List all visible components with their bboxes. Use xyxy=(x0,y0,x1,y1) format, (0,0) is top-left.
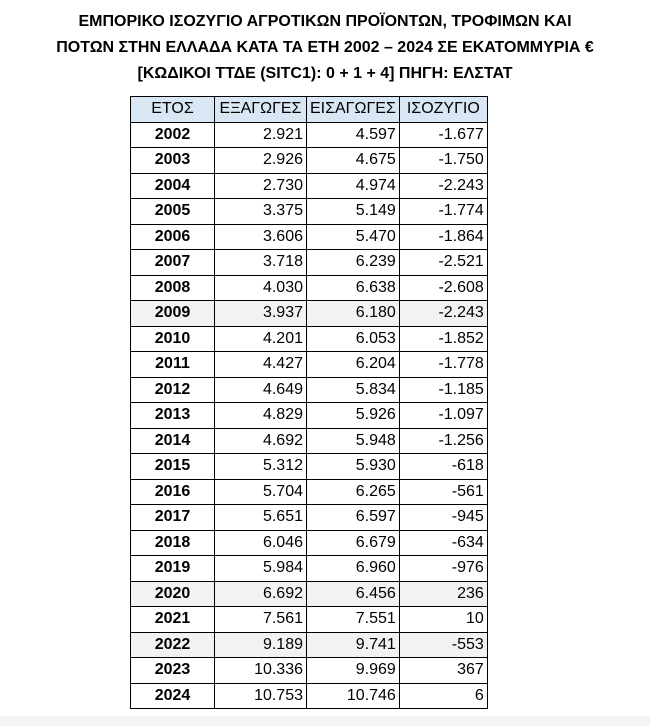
bottom-scroll-strip xyxy=(0,716,650,726)
imports-cell: 6.239 xyxy=(307,250,400,276)
imports-cell: 5.948 xyxy=(307,428,400,454)
imports-cell: 9.969 xyxy=(307,658,400,684)
balance-cell: -1.256 xyxy=(399,428,487,454)
exports-cell: 2.730 xyxy=(215,173,307,199)
exports-cell: 5.312 xyxy=(215,454,307,480)
table-row xyxy=(131,250,488,276)
exports-cell: 5.984 xyxy=(215,556,307,582)
imports-cell: 5.930 xyxy=(307,454,400,480)
balance-cell: 367 xyxy=(399,658,487,684)
year-cell: 2012 xyxy=(131,377,215,403)
balance-cell: -2.608 xyxy=(399,275,487,301)
balance-cell: -1.677 xyxy=(399,122,487,148)
table-row xyxy=(131,530,488,556)
exports-cell: 3.375 xyxy=(215,199,307,225)
imports-cell: 5.926 xyxy=(307,403,400,429)
year-cell: 2009 xyxy=(131,301,215,327)
exports-cell: 5.704 xyxy=(215,479,307,505)
imports-cell: 6.597 xyxy=(307,505,400,531)
year-cell: 2016 xyxy=(131,479,215,505)
exports-cell: 7.561 xyxy=(215,607,307,633)
table-row xyxy=(131,403,488,429)
table-row xyxy=(131,173,488,199)
year-cell: 2002 xyxy=(131,122,215,148)
balance-cell: -553 xyxy=(399,632,487,658)
exports-cell: 9.189 xyxy=(215,632,307,658)
balance-cell: 6 xyxy=(399,683,487,709)
balance-cell: 10 xyxy=(399,607,487,633)
table-row xyxy=(131,683,488,709)
table-row xyxy=(131,377,488,403)
table-row xyxy=(131,556,488,582)
imports-cell: 6.679 xyxy=(307,530,400,556)
title-line-2: ΠΟΤΩΝ ΣΤΗΝ ΕΛΛΑΔΑ ΚΑΤΑ ΤΑ ΕΤΗ 2002 – 2024 ΣΕ ΕΚΑΤΟΜΜΥΡΙΑ € xyxy=(56,39,594,56)
imports-cell: 6.456 xyxy=(307,581,400,607)
exports-cell: 6.692 xyxy=(215,581,307,607)
exports-cell: 3.937 xyxy=(215,301,307,327)
balance-cell: -1.774 xyxy=(399,199,487,225)
title-line-1: ΕΜΠΟΡΙΚΟ ΙΣΟΖΥΓΙΟ ΑΓΡΟΤΙΚΩΝ ΠΡΟΪΟΝΤΩΝ, ΤΡΟΦΙΜΩΝ ΚΑΙ xyxy=(78,13,572,30)
imports-cell: 7.551 xyxy=(307,607,400,633)
exports-cell: 3.606 xyxy=(215,224,307,250)
year-cell: 2006 xyxy=(131,224,215,250)
exports-cell: 4.427 xyxy=(215,352,307,378)
balance-cell: -2.243 xyxy=(399,301,487,327)
header-exports: ΕΞΑΓΩΓΕΣ xyxy=(215,97,307,123)
exports-cell: 10.753 xyxy=(215,683,307,709)
table-row xyxy=(131,479,488,505)
year-cell: 2008 xyxy=(131,275,215,301)
trade-balance-table xyxy=(130,96,488,709)
exports-cell: 4.649 xyxy=(215,377,307,403)
balance-cell: -2.243 xyxy=(399,173,487,199)
exports-cell: 2.926 xyxy=(215,148,307,174)
balance-cell: -945 xyxy=(399,505,487,531)
table-row xyxy=(131,122,488,148)
imports-cell: 6.265 xyxy=(307,479,400,505)
year-cell: 2003 xyxy=(131,148,215,174)
table-row xyxy=(131,199,488,225)
exports-cell: 5.651 xyxy=(215,505,307,531)
imports-cell: 6.053 xyxy=(307,326,400,352)
year-cell: 2004 xyxy=(131,173,215,199)
year-cell: 2024 xyxy=(131,683,215,709)
table-row xyxy=(131,428,488,454)
year-cell: 2020 xyxy=(131,581,215,607)
header-row xyxy=(131,97,488,123)
document-title xyxy=(0,9,650,87)
table-row xyxy=(131,607,488,633)
table-row xyxy=(131,148,488,174)
exports-cell: 2.921 xyxy=(215,122,307,148)
imports-cell: 6.638 xyxy=(307,275,400,301)
balance-cell: -1.778 xyxy=(399,352,487,378)
exports-cell: 6.046 xyxy=(215,530,307,556)
balance-cell: -2.521 xyxy=(399,250,487,276)
exports-cell: 3.718 xyxy=(215,250,307,276)
exports-cell: 4.829 xyxy=(215,403,307,429)
imports-cell: 5.470 xyxy=(307,224,400,250)
balance-cell: -1.185 xyxy=(399,377,487,403)
table-header xyxy=(131,97,488,123)
year-cell: 2014 xyxy=(131,428,215,454)
balance-cell: -561 xyxy=(399,479,487,505)
exports-cell: 4.692 xyxy=(215,428,307,454)
imports-cell: 6.960 xyxy=(307,556,400,582)
table-row xyxy=(131,301,488,327)
balance-cell: -1.852 xyxy=(399,326,487,352)
year-cell: 2019 xyxy=(131,556,215,582)
table-row xyxy=(131,658,488,684)
balance-cell: 236 xyxy=(399,581,487,607)
header-year: ΕΤΟΣ xyxy=(131,97,215,123)
exports-cell: 4.201 xyxy=(215,326,307,352)
header-imports: ΕΙΣΑΓΩΓΕΣ xyxy=(307,97,400,123)
table-row xyxy=(131,326,488,352)
exports-cell: 10.336 xyxy=(215,658,307,684)
year-cell: 2013 xyxy=(131,403,215,429)
year-cell: 2005 xyxy=(131,199,215,225)
imports-cell: 5.834 xyxy=(307,377,400,403)
imports-cell: 4.974 xyxy=(307,173,400,199)
imports-cell: 4.597 xyxy=(307,122,400,148)
header-balance: ΙΣΟΖΥΓΙΟ xyxy=(399,97,487,123)
year-cell: 2022 xyxy=(131,632,215,658)
year-cell: 2018 xyxy=(131,530,215,556)
imports-cell: 10.746 xyxy=(307,683,400,709)
balance-cell: -1.864 xyxy=(399,224,487,250)
table-row xyxy=(131,581,488,607)
balance-cell: -634 xyxy=(399,530,487,556)
exports-cell: 4.030 xyxy=(215,275,307,301)
table-row xyxy=(131,454,488,480)
imports-cell: 4.675 xyxy=(307,148,400,174)
imports-cell: 5.149 xyxy=(307,199,400,225)
year-cell: 2007 xyxy=(131,250,215,276)
balance-cell: -1.097 xyxy=(399,403,487,429)
imports-cell: 6.204 xyxy=(307,352,400,378)
imports-cell: 9.741 xyxy=(307,632,400,658)
imports-cell: 6.180 xyxy=(307,301,400,327)
balance-cell: -1.750 xyxy=(399,148,487,174)
year-cell: 2011 xyxy=(131,352,215,378)
table-row xyxy=(131,275,488,301)
table-body xyxy=(131,122,488,709)
year-cell: 2023 xyxy=(131,658,215,684)
table-row xyxy=(131,632,488,658)
table-row xyxy=(131,224,488,250)
table-row xyxy=(131,505,488,531)
year-cell: 2021 xyxy=(131,607,215,633)
title-line-3: [ΚΩΔΙΚΟΙ ΤΤΔΕ (SITC1): 0 + 1 + 4] ΠΗΓΗ: ΕΛΣΤΑΤ xyxy=(137,65,513,82)
year-cell: 2015 xyxy=(131,454,215,480)
table-row xyxy=(131,352,488,378)
year-cell: 2017 xyxy=(131,505,215,531)
year-cell: 2010 xyxy=(131,326,215,352)
balance-cell: -976 xyxy=(399,556,487,582)
balance-cell: -618 xyxy=(399,454,487,480)
